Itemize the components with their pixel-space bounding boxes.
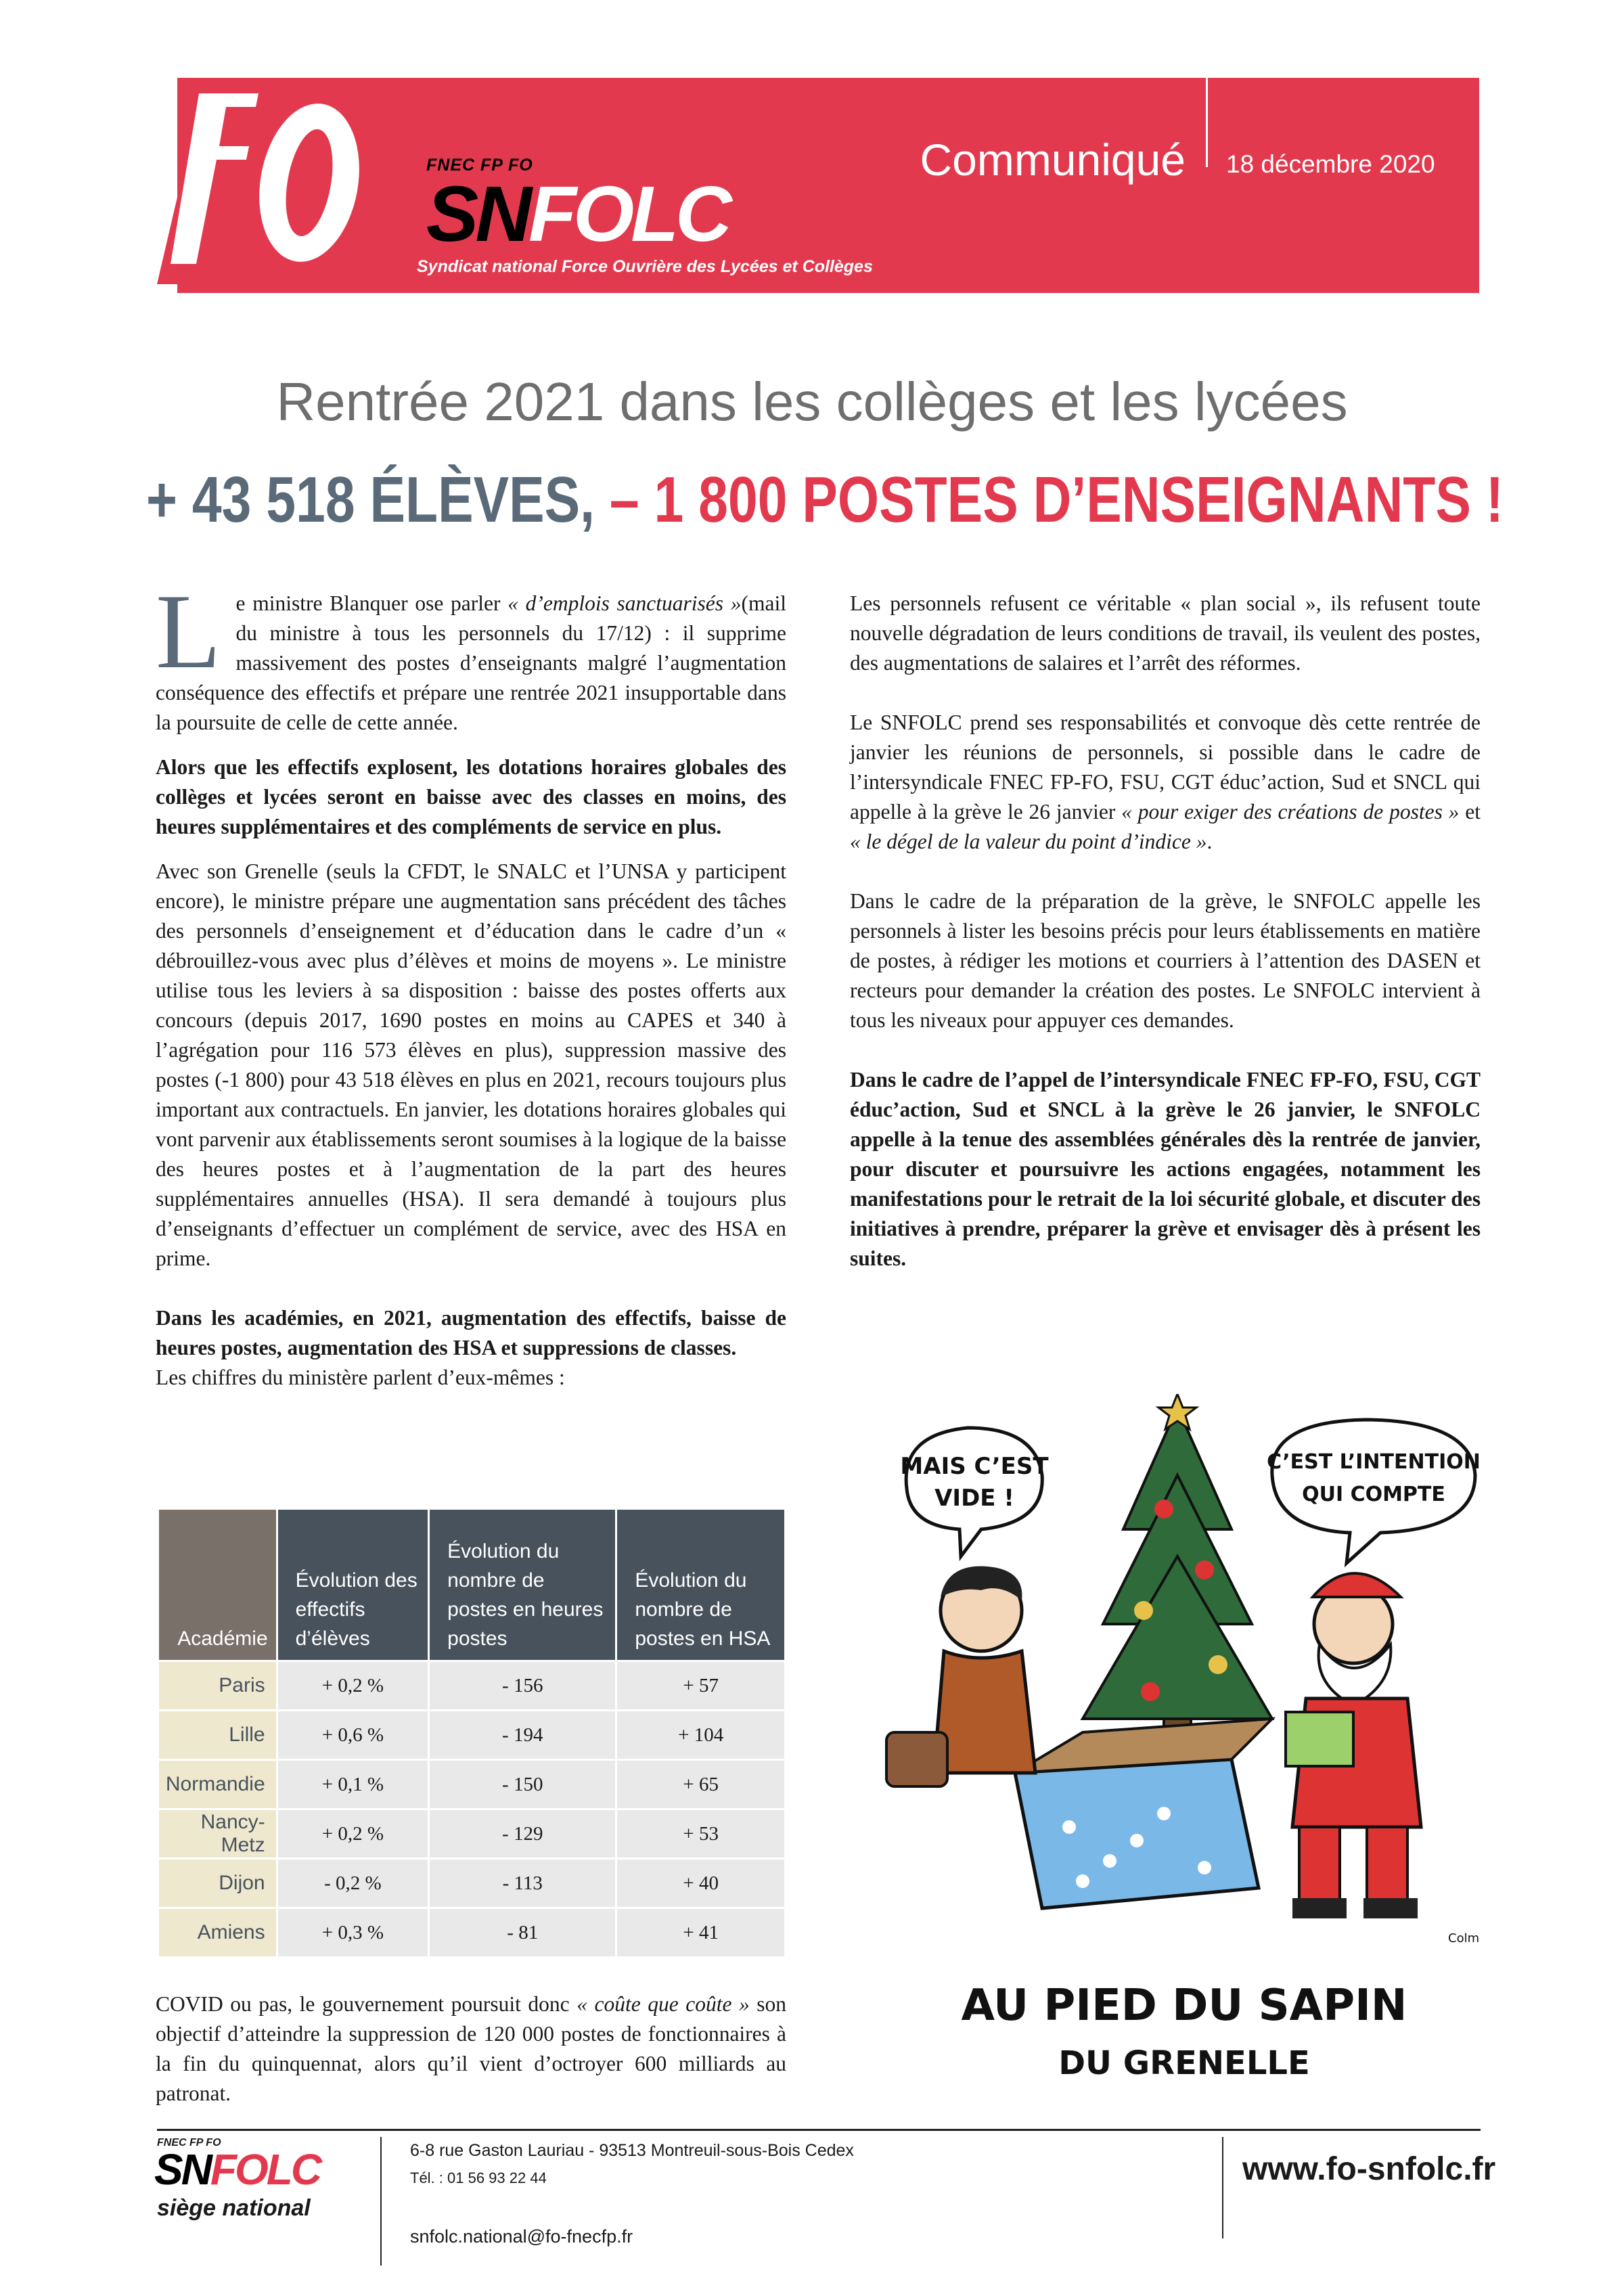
table-row bbox=[159, 1662, 784, 1709]
footer-rule bbox=[157, 2129, 1481, 2131]
page-subtitle: Rentrée 2021 dans les collèges et les lycées bbox=[276, 372, 1348, 432]
left-paragraph-5 bbox=[156, 1989, 786, 2109]
left-p1-text-a: e ministre Blanquer ose parler bbox=[235, 591, 508, 615]
footer-address: 6-8 rue Gaston Lauriau - 93513 Montreuil-sous-Bois Cedex bbox=[410, 2141, 854, 2160]
table-cell: - 150 bbox=[430, 1761, 615, 1808]
union-logo-part-b: FOLC bbox=[528, 170, 729, 258]
footer-website-link[interactable]: www.fo-snfolc.fr bbox=[1242, 2151, 1496, 2187]
left-paragraph-1 bbox=[156, 572, 786, 738]
table-cell: + 40 bbox=[617, 1860, 784, 1907]
table-cell: Amiens bbox=[159, 1909, 276, 1956]
right-paragraph-4: Dans le cadre de l’appel de l’intersyndicale FNEC FP-FO, FSU, CGT éduc’action, Sud et SNCL à la grève le 26 janvier, le SNFOLC appelle à la tenue des assemblées générales dès la rentrée de janvier, pour discuter et poursuivre les actions engagées, notamment les manifestations pour le retrait de la loi sécurité globale, et discuter des initiatives à prendre, préparer la grève et envisager dès à présent les suites. bbox=[850, 1068, 1481, 1270]
footer-logo bbox=[154, 2145, 321, 2194]
table-row bbox=[159, 1909, 784, 1956]
table-cell: + 0,6 % bbox=[278, 1711, 428, 1759]
right-paragraph-1: Les personnels refusent ce véritable « plan social », ils refusent toute nouvelle dégradation de leurs conditions de travail, ils veulent des postes, des augmentations de salaires et l’arrêt des réformes. bbox=[850, 591, 1481, 675]
bubble-right-line-1: C’EST L’INTENTION bbox=[1267, 1450, 1481, 1474]
footer-logo-part-b: FOLC bbox=[210, 2145, 321, 2194]
santa-figure-icon bbox=[1286, 1573, 1421, 1918]
title-part-posts: – 1 800 POSTES D’ENSEIGNANTS ! bbox=[609, 464, 1504, 536]
left-paragraph-2: Alors que les effectifs explosent, les dotations horaires globales des collèges et lycées seront en baisse avec des classes en moins, des heures supplémentaires et des compléments de service en plus. bbox=[156, 755, 786, 838]
table-cell: Normandie bbox=[159, 1761, 276, 1808]
table-cell: - 194 bbox=[430, 1711, 615, 1759]
footer-phone: Tél. : 01 56 93 22 44 bbox=[410, 2169, 547, 2186]
table-cell: + 41 bbox=[617, 1909, 784, 1956]
right-p2-text: Le SNFOLC prend ses responsabilités et convoque dès cette rentrée de janvier les réunions de personnels, si possible dans le cadre de l’intersyndicale FNEC FP-FO, FSU, CGT éduc’action, Sud et SNCL qui appelle à la grève le 26 janvier bbox=[850, 711, 1481, 824]
table-row bbox=[159, 1761, 784, 1808]
left-p1-text-b: (mail du ministre à tous les personnels du 17/12) : il supprime massivement des postes d’enseignants malgré l’augmentation conséquence des effectifs et prépare une rentrée 2021 insupportable dans la poursuite de celle de cette année. bbox=[156, 591, 786, 734]
bubble-right-line-2: QUI COMPTE bbox=[1302, 1483, 1445, 1506]
bubble-left-line-2: VIDE ! bbox=[934, 1485, 1014, 1512]
table-cell: - 129 bbox=[430, 1810, 615, 1858]
left-p5-quote: « coûte que coûte » bbox=[577, 1992, 750, 2016]
left-column bbox=[156, 572, 786, 1408]
table-cell: + 0,2 % bbox=[278, 1662, 428, 1709]
left-p5-text-b: son objectif d’atteindre la suppression de 120 000 postes de fonctionnaires à la fin du quinquennat, alors qu’il vient d’octroyer 600 milliards au patronat. bbox=[156, 1992, 786, 2105]
footer-divider bbox=[380, 2137, 382, 2266]
union-logo-part-a: SN bbox=[426, 170, 529, 258]
union-logo-text bbox=[426, 170, 729, 258]
table-header-students: Évolution des effectifs d’élèves bbox=[278, 1510, 428, 1660]
christmas-cartoon bbox=[880, 1394, 1489, 2091]
table-cell: Nancy-Metz bbox=[159, 1810, 276, 1858]
right-p2-end: . bbox=[1206, 830, 1213, 853]
table-cell: + 53 bbox=[617, 1810, 784, 1858]
right-paragraph-2 bbox=[850, 708, 1481, 857]
stats-table bbox=[157, 1508, 786, 1958]
table-cell: - 81 bbox=[430, 1909, 615, 1956]
table-cell: - 0,2 % bbox=[278, 1860, 428, 1907]
table-cell: - 113 bbox=[430, 1860, 615, 1907]
gift-box-icon bbox=[1015, 1719, 1272, 1908]
teacher-figure-icon bbox=[886, 1567, 1035, 1786]
cartoonist-signature: Colm bbox=[1448, 1931, 1480, 1945]
left-p4-bold: Dans les académies, en 2021, augmentation des effectifs, baisse de heures postes, augmentation des HSA et suppressions de classes. bbox=[156, 1306, 786, 1359]
table-header-hsa: Évolution du nombre de postes en HSA bbox=[617, 1510, 784, 1660]
table-cell: - 156 bbox=[430, 1662, 615, 1709]
table-cell: Paris bbox=[159, 1662, 276, 1709]
table-row bbox=[159, 1711, 784, 1759]
left-paragraph-4 bbox=[156, 1303, 786, 1393]
title-part-students: + 43 518 ÉLÈVES, bbox=[146, 464, 595, 536]
left-p5-text-a: COVID ou pas, le gouvernement poursuit donc bbox=[156, 1992, 577, 2016]
drop-cap: L bbox=[156, 572, 221, 691]
fo-logo bbox=[157, 81, 367, 284]
table-cell: Dijon bbox=[159, 1860, 276, 1907]
footer-logo-part-a: SN bbox=[154, 2145, 210, 2194]
footer-email-link[interactable]: snfolc.national@fo-fnecfp.fr bbox=[410, 2226, 633, 2247]
table-header-row bbox=[159, 1510, 784, 1660]
right-column bbox=[850, 589, 1481, 1288]
table-row bbox=[159, 1860, 784, 1907]
table-cell: + 0,2 % bbox=[278, 1810, 428, 1858]
left-p1-quote: « d’emplois sanctuarisés » bbox=[508, 591, 742, 615]
table-cell: + 0,3 % bbox=[278, 1909, 428, 1956]
header-divider bbox=[1206, 78, 1208, 167]
document-date: 18 décembre 2020 bbox=[1226, 150, 1435, 178]
footer-divider bbox=[1222, 2137, 1223, 2238]
table-header-hours-posts: Évolution du nombre de postes en heures postes bbox=[430, 1510, 615, 1660]
speech-bubble-left bbox=[900, 1428, 1049, 1556]
right-p2-quote-2: « le dégel de la valeur du point d’indice » bbox=[850, 830, 1207, 853]
table-cell: + 65 bbox=[617, 1761, 784, 1808]
left-paragraph-3: Avec son Grenelle (seuls la CFDT, le SNALC et l’UNSA y participent encore), le ministre prépare une augmentation sans précédent des tâches des personnels d’enseignement et d’éducation dans le cadre d’un « débrouillez-vous avec plus d’élèves et moins de moyens ». Le ministre utilise tous les leviers à sa disposition : baisse des postes offerts aux concours (depuis 2017, 1690 postes en moins au CAPES et 340 à l’agrégation pour 116 573 élèves en plus), suppression massive des postes (-1 800) pour 43 518 élèves en plus en 2021, recours toujours plus important aux contractuels. En janvier, les dotations horaires globales qui vont parvenir aux établissements seront soumises à la logique de la baisse des heures postes et à l’augmentation de la part des heures supplémentaires annuelles (HSA). Il sera demandé à toujours plus d’enseignants d’effectuer un complément de service, avec des HSA en prime. bbox=[156, 859, 786, 1270]
footer-seat: siège national bbox=[157, 2195, 311, 2221]
speech-bubble-right bbox=[1267, 1420, 1481, 1563]
left-p4-plain: Les chiffres du ministère parlent d’eux-mêmes : bbox=[156, 1366, 565, 1389]
page-title bbox=[146, 464, 1504, 536]
right-p2-quote-1: « pour exiger des créations de postes » bbox=[1121, 800, 1460, 824]
union-small-label: FNEC FP FO bbox=[426, 156, 533, 175]
table-cell: + 104 bbox=[617, 1711, 784, 1759]
table-cell: + 0,1 % bbox=[278, 1761, 428, 1808]
right-paragraph-3: Dans le cadre de la préparation de la grève, le SNFOLC appelle les personnels à lister les besoins précis pour leurs établissements en matière de postes, à rédiger les motions et courriers à l’attention des DASEN et recteurs pour demander la création des postes. Le SNFOLC intervient à tous les niveaux pour appuyer ces demandes. bbox=[850, 889, 1481, 1032]
table-cell: + 57 bbox=[617, 1662, 784, 1709]
table-cell: Lille bbox=[159, 1711, 276, 1759]
right-p2-and: et bbox=[1459, 800, 1481, 824]
academies-table bbox=[157, 1508, 786, 1958]
christmas-tree-icon bbox=[1083, 1394, 1272, 1759]
table-header-academie: Académie bbox=[159, 1510, 276, 1660]
footer-logo-small: FNEC FP FO bbox=[157, 2137, 221, 2148]
bubble-left-line-1: MAIS C’EST bbox=[900, 1453, 1049, 1480]
document-type: Communiqué bbox=[920, 135, 1186, 185]
table-row bbox=[159, 1810, 784, 1858]
cartoon-caption-1: AU PIED DU SAPIN bbox=[961, 1981, 1407, 2031]
union-full-name: Syndicat national Force Ouvrière des Lycées et Collèges bbox=[417, 257, 873, 276]
left-closing bbox=[156, 1989, 786, 2123]
cartoon-caption-2: DU GRENELLE bbox=[1058, 2044, 1310, 2082]
